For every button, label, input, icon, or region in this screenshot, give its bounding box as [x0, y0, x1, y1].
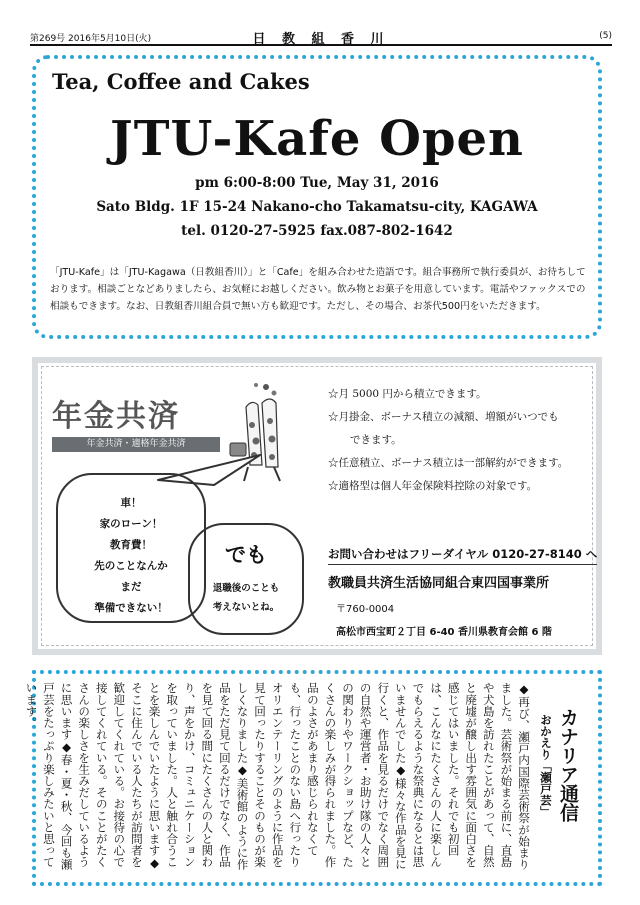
worry-line: 準備できない！: [94, 602, 168, 614]
kafe-tel: tel. 0120-27-5925 fax.087-802-1642: [181, 223, 453, 239]
worry-line: 先のことなんか: [94, 560, 168, 572]
feature-item: ☆月 5000 円から積立できます。: [328, 388, 487, 400]
worry-line: 車！: [120, 497, 142, 509]
worry-line: 家のローン！: [99, 518, 163, 530]
but-text: でも: [225, 543, 267, 567]
worry-line: まだ: [120, 581, 142, 593]
kafe-subtitle: Tea, Coffee and Cakes: [52, 69, 310, 94]
feature-list: [328, 383, 568, 498]
canary-column: [24, 670, 602, 886]
worry-bubble: [56, 473, 206, 623]
feature-item: できます。: [350, 434, 402, 446]
nenkin-subtitle: 年金共済・適格年金共済: [52, 437, 220, 452]
kafe-description: 「JTU-Kafe」は「JTU-Kagawa（日教組香川）」と「Cafe」を組み合わせた造語です。組合事務所で執行委員が、お待ちしております。相談ごとなどありましたら、お気軽にお越しください。飲み物とお菓子を用意しています。電話やファックスでの相談もできます。なお、日教組香川組合員で無い方も歓迎です。ただし、その場合、お茶代500円をいただきます。: [50, 267, 586, 312]
column-title: カナリア通信: [557, 708, 579, 822]
contact-info: [328, 546, 597, 638]
retirement-bubble: [188, 523, 304, 635]
issue-date: 第269号 2016年5月10日(火): [30, 34, 152, 44]
page-number: (5): [599, 31, 612, 41]
organization-address: 高松市西宝町２丁目 6-40 香川県教育会館 6 階: [336, 627, 552, 638]
postal-code: 〒760-0004: [336, 604, 395, 615]
kafe-title: JTU-Kafe Open: [110, 111, 524, 167]
kafe-time: pm 6:00-8:00 Tue, May 31, 2016: [195, 175, 439, 191]
kafe-address: Sato Bldg. 1F 15-24 Nakano-cho Takamatsu-city, KAGAWA: [96, 199, 538, 215]
column-subtitle: おかえり「瀬戸芸」: [539, 714, 553, 818]
feature-item: ☆任意積立、ボーナス積立は一部解約ができます。: [328, 457, 569, 469]
free-dial: お問い合わせはフリーダイヤル 0120-27-8140 へ: [328, 546, 597, 565]
column-body: ◆再び、瀬戸内国際芸術祭が始まりました。芸術祭が始まる前に、直島や犬島を訪れたことがあって、自然と廃墟が醸し出す雰囲気に面白さを感じてはいました。それでも初回は、こんなにたくさんの人に楽しんでもらえるような祭典になるとは思いませんでした◆様々な作品を見に行くと、作品を見るだけでなく周囲の自然や運営者・お助け隊の人々との関わりやワークショップなど、たくさんの楽しみが得られました。作品のよさがあまり感じられなくても、行ったことのない島へ行ったりオリエンテーリングのように作品を見て回ったりすることそのものが楽しくなりました◆美術館のように作品をただ見て回るだけでなく、作品を見て回る間にたくさんの人と関わり、声をかけ、コミュニケーションを取っていました。人と触れ合うことを楽しんでいたように思います◆そこに住んでいる人たちが訪問者を歓迎してくれている。お接待の心で接してくれている。そのことがたくさんの楽しさを生みだしているように思います◆春・夏・秋、今回も瀬戸芸をたっぷり楽しみたいと思っています。: [24, 682, 531, 870]
newspaper-name: 日 教 組 香 川: [252, 32, 390, 47]
kafe-announcement: [32, 55, 602, 339]
nenkin-title: 年金共済: [52, 399, 180, 434]
nenkin-ad: [32, 357, 602, 655]
feature-item: ☆月掛金、ボーナス積立の減額、増額がいつでも: [328, 411, 559, 423]
page-header: [30, 28, 612, 46]
feature-item: ☆適格型は個人年金保険料控除の対象です。: [328, 480, 538, 492]
organization-name: 教職員共済生活協同組合東四国事業所: [328, 576, 550, 591]
retirement-line: 考えないとね。: [212, 602, 280, 613]
retirement-line: 退職後のことも: [212, 583, 280, 594]
worry-line: 教育費！: [110, 539, 152, 551]
column-body-wrap: [24, 682, 532, 874]
